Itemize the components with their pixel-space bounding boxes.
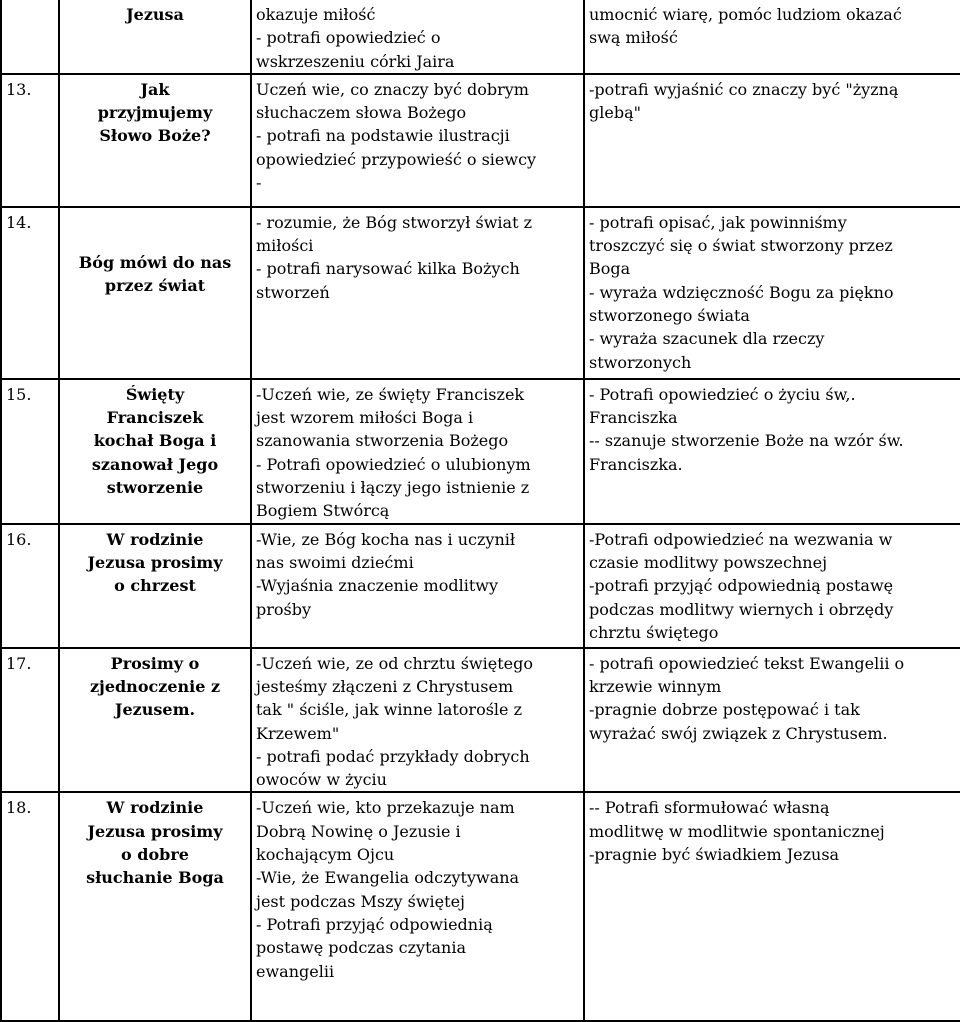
basic-requirements-line: - xyxy=(256,173,262,193)
advanced-requirements-line: -potrafi wyjaśnić co znaczy być "żyzną xyxy=(589,79,899,99)
basic-requirements xyxy=(251,792,584,1021)
basic-requirements-line: Uczeń wie, co znaczy być dobrym xyxy=(256,79,529,99)
lesson-topic-line: W rodzinie xyxy=(106,529,204,549)
advanced-requirements-line: -- Potrafi sformułować własną xyxy=(589,798,830,818)
basic-requirements-line: -Uczeń wie, kto przekazuje nam xyxy=(256,798,515,818)
basic-requirements xyxy=(251,0,584,74)
advanced-requirements-line: krzewie winnym xyxy=(589,676,722,696)
lesson-topic-line: Jezusa prosimy xyxy=(87,552,223,572)
advanced-requirements-line: czasie modlitwy powszechnej xyxy=(589,552,828,572)
lesson-number: 18. xyxy=(1,792,59,1021)
basic-requirements-line: prośby xyxy=(256,599,312,619)
advanced-requirements-line: umocnić wiarę, pomóc ludziom okazać xyxy=(589,5,902,24)
lesson-topic-line: Święty xyxy=(125,384,185,404)
advanced-requirements-line: -pragnie dobrze postępować i tak xyxy=(589,700,860,720)
advanced-requirements-line: glebą" xyxy=(589,103,641,123)
advanced-requirements-line: Boga xyxy=(589,259,631,279)
basic-requirements-line: owoców w życiu xyxy=(256,770,387,790)
lesson-topic-line: Jezusa prosimy xyxy=(87,821,223,841)
table-row xyxy=(1,74,960,207)
advanced-requirements xyxy=(584,207,960,379)
lesson-topic-line: Franciszek xyxy=(106,408,204,428)
lesson-topic-line: Słowo Boże? xyxy=(99,126,211,146)
basic-requirements-line: Dobrą Nowinę o Jezusie i xyxy=(256,821,461,841)
lesson-number: 17. xyxy=(1,648,59,793)
basic-requirements-line: - Potrafi opowiedzieć o ulubionym xyxy=(256,454,531,474)
lesson-number: 13. xyxy=(1,74,59,207)
advanced-requirements-line: swą miłość xyxy=(589,28,678,48)
advanced-requirements xyxy=(584,74,960,207)
basic-requirements-line: - potrafi podać przykłady dobrych xyxy=(256,746,530,766)
advanced-requirements xyxy=(584,792,960,1021)
advanced-requirements-line: -potrafi przyjąć odpowiednią postawę xyxy=(589,576,894,596)
advanced-requirements xyxy=(584,379,960,524)
table-row xyxy=(1,379,960,524)
lesson-topic xyxy=(59,648,251,793)
basic-requirements-line: nas swoimi dziećmi xyxy=(256,552,414,572)
basic-requirements xyxy=(251,379,584,524)
advanced-requirements xyxy=(584,648,960,793)
advanced-requirements-line: - wyraża szacunek dla rzeczy xyxy=(589,329,825,349)
lesson-topic-line: W rodzinie xyxy=(106,798,204,818)
advanced-requirements-line: -pragnie być świadkiem Jezusa xyxy=(589,845,840,865)
basic-requirements-line: okazuje miłość xyxy=(256,5,376,24)
lesson-topic-line: o dobre xyxy=(121,845,189,865)
lesson-topic xyxy=(59,792,251,1021)
basic-requirements-line: szanowania stworzenia Bożego xyxy=(256,431,509,451)
lesson-topic-line: o chrzest xyxy=(114,576,196,596)
basic-requirements-line: słuchaczem słowa Bożego xyxy=(256,103,467,123)
lesson-topic-line: zjednoczenie z xyxy=(89,676,221,696)
table-row xyxy=(1,0,960,74)
advanced-requirements-line: - potrafi opisać, jak powinniśmy xyxy=(589,212,847,232)
lesson-topic-line: stworzenie xyxy=(106,478,204,498)
basic-requirements-line: - potrafi na podstawie ilustracji xyxy=(256,126,510,146)
basic-requirements-line: opowiedzieć przypowieść o siewcy xyxy=(256,149,537,169)
basic-requirements-line: miłości xyxy=(256,236,314,256)
lesson-number: 14. xyxy=(1,207,59,379)
basic-requirements-line: - Potrafi przyjąć odpowiednią xyxy=(256,914,493,934)
advanced-requirements-line: - potrafi opowiedzieć tekst Ewangelii o xyxy=(589,653,905,673)
basic-requirements-line: tak " ściśle, jak winne latorośle z xyxy=(256,700,523,720)
basic-requirements xyxy=(251,207,584,379)
basic-requirements-line: - rozumie, że Bóg stworzył świat z xyxy=(256,212,533,232)
advanced-requirements-line: - wyraża wdzięczność Bogu za piękno xyxy=(589,282,894,302)
lesson-topic xyxy=(59,524,251,648)
table-row xyxy=(1,648,960,793)
advanced-requirements xyxy=(584,524,960,648)
advanced-requirements-line: podczas modlitwy wiernych i obrzędy xyxy=(589,599,894,619)
advanced-requirements-line: troszczyć się o świat stworzony przez xyxy=(589,236,893,256)
basic-requirements-line: stworzeniu i łączy jego istnienie z xyxy=(256,478,530,498)
basic-requirements xyxy=(251,524,584,648)
basic-requirements-line: jesteśmy złączeni z Chrystusem xyxy=(256,676,514,696)
lesson-topic-line: Jezusem. xyxy=(114,700,196,720)
advanced-requirements-line: -Potrafi odpowiedzieć na wezwania w xyxy=(589,529,893,549)
advanced-requirements-line: wyrażać swój związek z Chrystusem. xyxy=(589,723,888,743)
lesson-topic-line: słuchanie Boga xyxy=(86,868,224,888)
advanced-requirements xyxy=(584,0,960,74)
lesson-topic-line: przyjmujemy xyxy=(97,103,213,123)
basic-requirements-line: - potrafi opowiedzieć o xyxy=(256,28,441,48)
basic-requirements-line: jest podczas Mszy świętej xyxy=(256,891,465,911)
lesson-topic xyxy=(59,74,251,207)
basic-requirements-line: -Wie, że Ewangelia odczytywana xyxy=(256,868,520,888)
lesson-topic xyxy=(59,0,251,74)
lesson-topic-line: Jak xyxy=(140,79,170,99)
basic-requirements-line: -Uczeń wie, ze święty Franciszek xyxy=(256,384,525,404)
advanced-requirements-line: Franciszka. xyxy=(589,454,683,474)
table-row xyxy=(1,792,960,1021)
lesson-number: 15. xyxy=(1,379,59,524)
advanced-requirements-line: modlitwę w modlitwie spontanicznej xyxy=(589,821,885,841)
basic-requirements-line: - potrafi narysować kilka Bożych xyxy=(256,259,520,279)
basic-requirements-line: ewangelii xyxy=(256,961,335,981)
advanced-requirements-line: Franciszka xyxy=(589,408,678,428)
lesson-number xyxy=(1,0,59,74)
lesson-topic-line: Prosimy o xyxy=(110,653,200,673)
basic-requirements-line: Krzewem" xyxy=(256,723,340,743)
lesson-topic-line: przez świat xyxy=(104,276,206,296)
basic-requirements-line: -Wyjaśnia znaczenie modlitwy xyxy=(256,576,498,596)
table-row xyxy=(1,207,960,379)
basic-requirements-line: postawę podczas czytania xyxy=(256,938,467,958)
basic-requirements-line: Bogiem Stwórcą xyxy=(256,501,390,521)
lesson-topic xyxy=(59,207,251,379)
curriculum-table-body xyxy=(1,0,960,1021)
table-row xyxy=(1,524,960,648)
basic-requirements xyxy=(251,74,584,207)
lesson-topic-line: Bóg mówi do nas xyxy=(78,252,232,272)
lesson-topic-line: kochał Boga i xyxy=(93,431,217,451)
lesson-topic-line: szanował Jego xyxy=(91,454,219,474)
advanced-requirements-line: - Potrafi opowiedzieć o życiu św,. xyxy=(589,384,856,404)
advanced-requirements-line: stworzonych xyxy=(589,352,692,372)
basic-requirements-line: -Wie, ze Bóg kocha nas i uczynił xyxy=(256,529,516,549)
basic-requirements xyxy=(251,648,584,793)
basic-requirements-line: stworzeń xyxy=(256,282,330,302)
basic-requirements-line: jest wzorem miłości Boga i xyxy=(256,408,474,428)
advanced-requirements-line: stworzonego świata xyxy=(589,306,750,326)
basic-requirements-line: -Uczeń wie, ze od chrztu świętego xyxy=(256,653,533,673)
advanced-requirements-line: -- szanuje stworzenie Boże na wzór św. xyxy=(589,431,904,451)
lesson-number: 16. xyxy=(1,524,59,648)
basic-requirements-line: kochającym Ojcu xyxy=(256,845,395,865)
lesson-topic xyxy=(59,379,251,524)
lesson-topic-line: Jezusa xyxy=(126,5,184,24)
advanced-requirements-line: chrztu świętego xyxy=(589,622,719,642)
basic-requirements-line: wskrzeszeniu córki Jaira xyxy=(256,51,455,71)
